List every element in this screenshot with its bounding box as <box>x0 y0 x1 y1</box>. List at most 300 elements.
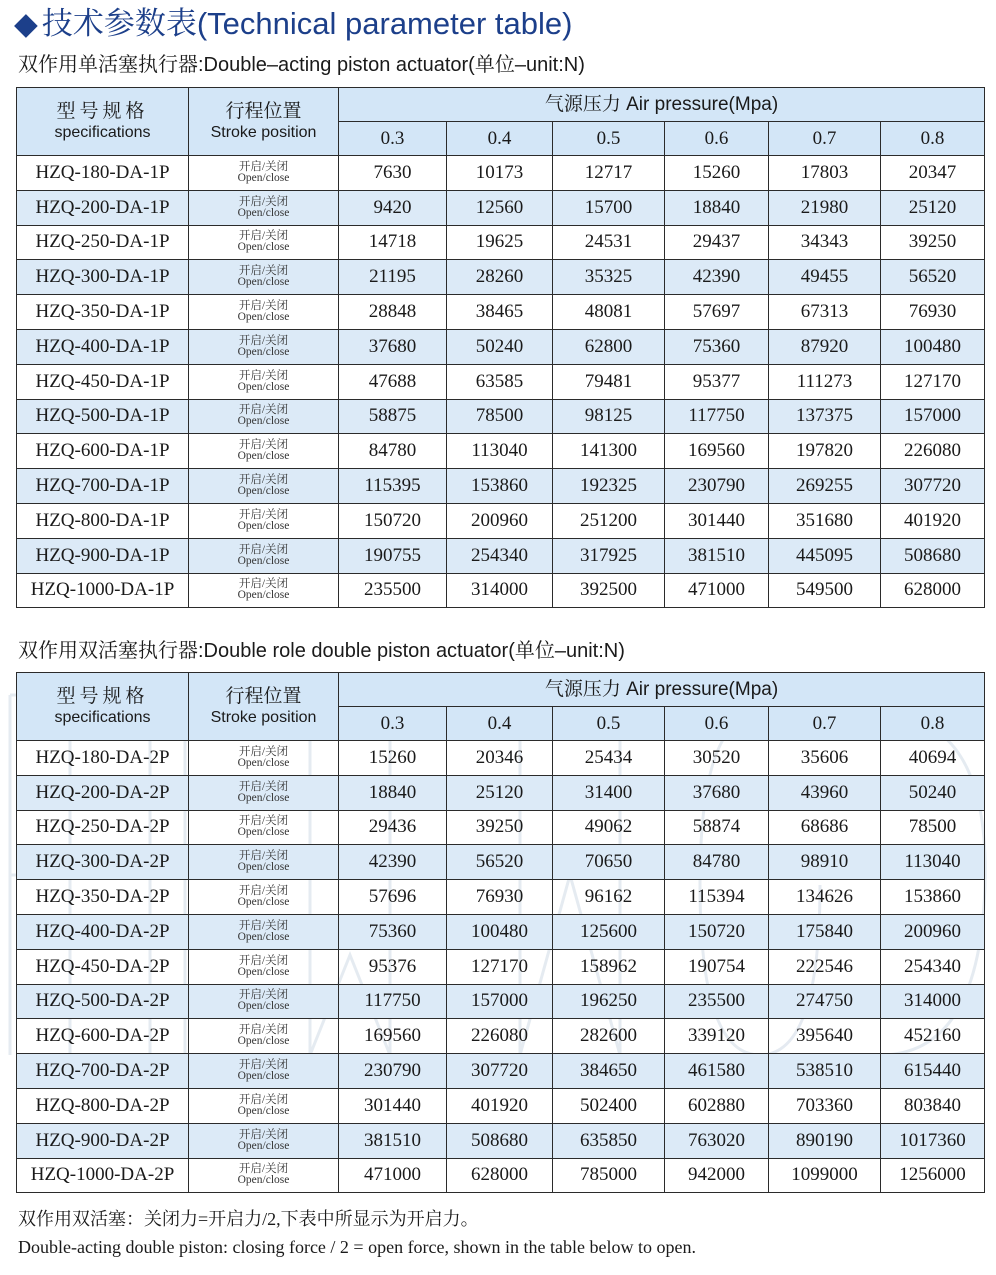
stroke-cn: 开启/关闭 <box>238 195 289 208</box>
model-cell: HZQ-180-DA-1P <box>17 156 189 191</box>
stroke-cn: 开启/关闭 <box>238 954 289 967</box>
force-value-cell: 39250 <box>447 810 553 845</box>
stroke-cell <box>189 538 339 573</box>
force-value-cell: 384650 <box>553 1054 665 1089</box>
force-value-cell: 100480 <box>881 329 985 364</box>
force-value-cell: 35606 <box>769 741 881 776</box>
force-value-cell: 18840 <box>665 190 769 225</box>
model-header <box>17 673 189 741</box>
stroke-cn: 开启/关闭 <box>238 334 289 347</box>
table-row <box>17 810 985 845</box>
model-cell: HZQ-180-DA-2P <box>17 741 189 776</box>
force-value-cell: 235500 <box>339 573 447 608</box>
stroke-cell <box>189 295 339 330</box>
table-row <box>17 329 985 364</box>
page-title <box>14 4 572 44</box>
stroke-cn: 开启/关闭 <box>238 160 289 173</box>
table-row <box>17 190 985 225</box>
force-value-cell: 127170 <box>881 364 985 399</box>
stroke-en: Open/close <box>237 1139 290 1152</box>
stroke-cn: 开启/关闭 <box>238 1059 289 1072</box>
stroke-en: Open/close <box>237 519 290 532</box>
force-value-cell: 1017360 <box>881 1123 985 1158</box>
force-value-cell: 43960 <box>769 775 881 810</box>
table-row <box>17 434 985 469</box>
force-value-cell: 50240 <box>447 329 553 364</box>
force-value-cell: 628000 <box>881 573 985 608</box>
stroke-cn: 开启/关闭 <box>238 508 289 521</box>
model-cell: HZQ-800-DA-1P <box>17 503 189 538</box>
force-value-cell: 113040 <box>881 845 985 880</box>
force-value-cell: 395640 <box>769 1019 881 1054</box>
force-value-cell: 115394 <box>665 880 769 915</box>
stroke-cn: 开启/关闭 <box>238 1024 289 1037</box>
table-row <box>17 1158 985 1193</box>
force-value-cell: 274750 <box>769 984 881 1019</box>
force-value-cell: 153860 <box>447 469 553 504</box>
force-value-cell: 18840 <box>339 775 447 810</box>
force-value-cell: 37680 <box>665 775 769 810</box>
force-value-cell: 30520 <box>665 741 769 776</box>
table-row <box>17 469 985 504</box>
stroke-header-en: Stroke position <box>210 123 317 141</box>
force-value-cell: 56520 <box>881 260 985 295</box>
force-value-cell: 20346 <box>447 741 553 776</box>
force-value-cell: 200960 <box>881 914 985 949</box>
stroke-cn: 开启/关闭 <box>238 265 289 278</box>
stroke-cell <box>189 810 339 845</box>
force-value-cell: 78500 <box>447 399 553 434</box>
model-cell: HZQ-500-DA-2P <box>17 984 189 1019</box>
force-value-cell: 222546 <box>769 949 881 984</box>
force-value-cell: 56520 <box>447 845 553 880</box>
diamond-bullet-icon: ◆ <box>14 6 38 41</box>
stroke-cn: 开启/关闭 <box>238 885 289 898</box>
force-value-cell: 63585 <box>447 364 553 399</box>
force-value-cell: 401920 <box>881 503 985 538</box>
stroke-cn: 开启/关闭 <box>238 780 289 793</box>
table-row <box>17 156 985 191</box>
table-row <box>17 1019 985 1054</box>
model-header-en: specifications <box>54 123 151 141</box>
stroke-en: Open/close <box>237 896 290 909</box>
stroke-en: Open/close <box>237 311 290 324</box>
stroke-cell <box>189 503 339 538</box>
force-value-cell: 197820 <box>769 434 881 469</box>
force-value-cell: 76930 <box>881 295 985 330</box>
pressure-col: 0.4 <box>447 122 553 156</box>
force-value-cell: 15260 <box>665 156 769 191</box>
force-value-cell: 175840 <box>769 914 881 949</box>
force-value-cell: 317925 <box>553 538 665 573</box>
pressure-col: 0.8 <box>881 122 985 156</box>
stroke-cell <box>189 775 339 810</box>
table-row <box>17 399 985 434</box>
stroke-en: Open/close <box>237 589 290 602</box>
stroke-cell <box>189 329 339 364</box>
force-value-cell: 117750 <box>339 984 447 1019</box>
force-value-cell: 254340 <box>447 538 553 573</box>
stroke-en: Open/close <box>237 861 290 874</box>
model-cell: HZQ-350-DA-2P <box>17 880 189 915</box>
force-value-cell: 127170 <box>447 949 553 984</box>
force-value-cell: 25120 <box>881 190 985 225</box>
stroke-cn: 开启/关闭 <box>238 230 289 243</box>
force-value-cell: 169560 <box>665 434 769 469</box>
model-cell: HZQ-600-DA-2P <box>17 1019 189 1054</box>
force-value-cell: 150720 <box>665 914 769 949</box>
force-value-cell: 157000 <box>881 399 985 434</box>
force-value-cell: 445095 <box>769 538 881 573</box>
force-value-cell: 14718 <box>339 225 447 260</box>
model-cell: HZQ-1000-DA-1P <box>17 573 189 608</box>
stroke-cell <box>189 949 339 984</box>
force-value-cell: 62800 <box>553 329 665 364</box>
stroke-en: Open/close <box>237 1174 290 1187</box>
force-value-cell: 7630 <box>339 156 447 191</box>
model-cell: HZQ-900-DA-1P <box>17 538 189 573</box>
force-value-cell: 134626 <box>769 880 881 915</box>
model-cell: HZQ-450-DA-1P <box>17 364 189 399</box>
stroke-cell <box>189 399 339 434</box>
stroke-en: Open/close <box>237 450 290 463</box>
pressure-col: 0.7 <box>769 707 881 741</box>
force-value-cell: 226080 <box>881 434 985 469</box>
force-value-cell: 28848 <box>339 295 447 330</box>
table-row <box>17 538 985 573</box>
force-value-cell: 58875 <box>339 399 447 434</box>
force-value-cell: 351680 <box>769 503 881 538</box>
stroke-cell <box>189 434 339 469</box>
pressure-col: 0.7 <box>769 122 881 156</box>
force-value-cell: 15260 <box>339 741 447 776</box>
stroke-cn: 开启/关闭 <box>238 745 289 758</box>
force-value-cell: 12717 <box>553 156 665 191</box>
force-value-cell: 96162 <box>553 880 665 915</box>
force-value-cell: 19625 <box>447 225 553 260</box>
force-value-cell: 78500 <box>881 810 985 845</box>
force-value-cell: 31400 <box>553 775 665 810</box>
force-value-cell: 461580 <box>665 1054 769 1089</box>
force-value-cell: 21195 <box>339 260 447 295</box>
force-value-cell: 628000 <box>447 1158 553 1193</box>
stroke-en: Open/close <box>237 241 290 254</box>
stroke-cn: 开启/关闭 <box>238 543 289 556</box>
force-value-cell: 25434 <box>553 741 665 776</box>
force-value-cell: 34343 <box>769 225 881 260</box>
stroke-en: Open/close <box>237 345 290 358</box>
table-row <box>17 295 985 330</box>
model-cell: HZQ-900-DA-2P <box>17 1123 189 1158</box>
force-value-cell: 38465 <box>447 295 553 330</box>
stroke-en: Open/close <box>237 965 290 978</box>
table-row <box>17 573 985 608</box>
stroke-cn: 开启/关闭 <box>238 439 289 452</box>
force-value-cell: 125600 <box>553 914 665 949</box>
table-row <box>17 225 985 260</box>
force-value-cell: 381510 <box>665 538 769 573</box>
force-value-cell: 87920 <box>769 329 881 364</box>
stroke-en: Open/close <box>237 826 290 839</box>
force-value-cell: 57697 <box>665 295 769 330</box>
stroke-cell <box>189 156 339 191</box>
model-cell: HZQ-700-DA-2P <box>17 1054 189 1089</box>
force-value-cell: 70650 <box>553 845 665 880</box>
force-value-cell: 269255 <box>769 469 881 504</box>
force-value-cell: 314000 <box>447 573 553 608</box>
force-value-cell: 9420 <box>339 190 447 225</box>
model-cell: HZQ-200-DA-2P <box>17 775 189 810</box>
stroke-en: Open/close <box>237 1035 290 1048</box>
force-value-cell: 1256000 <box>881 1158 985 1193</box>
stroke-cell <box>189 880 339 915</box>
force-value-cell: 471000 <box>339 1158 447 1193</box>
force-value-cell: 15700 <box>553 190 665 225</box>
force-value-cell: 401920 <box>447 1088 553 1123</box>
stroke-cell <box>189 984 339 1019</box>
force-value-cell: 17803 <box>769 156 881 191</box>
double-piston-table <box>16 672 985 1193</box>
force-value-cell: 113040 <box>447 434 553 469</box>
force-value-cell: 381510 <box>339 1123 447 1158</box>
pressure-col: 0.5 <box>553 122 665 156</box>
table-row <box>17 914 985 949</box>
stroke-cell <box>189 741 339 776</box>
force-value-cell: 115395 <box>339 469 447 504</box>
force-value-cell: 301440 <box>665 503 769 538</box>
force-value-cell: 58874 <box>665 810 769 845</box>
table-row <box>17 845 985 880</box>
force-value-cell: 190754 <box>665 949 769 984</box>
force-value-cell: 150720 <box>339 503 447 538</box>
force-value-cell: 20347 <box>881 156 985 191</box>
pressure-col: 0.4 <box>447 707 553 741</box>
model-header-en: specifications <box>54 708 151 726</box>
model-cell: HZQ-400-DA-1P <box>17 329 189 364</box>
model-cell: HZQ-700-DA-1P <box>17 469 189 504</box>
force-value-cell: 942000 <box>665 1158 769 1193</box>
stroke-header <box>189 673 339 741</box>
force-value-cell: 785000 <box>553 1158 665 1193</box>
force-value-cell: 200960 <box>447 503 553 538</box>
force-value-cell: 68686 <box>769 810 881 845</box>
table2-caption: 双作用双活塞执行器:Double role double piston actuator(单位–unit:N) <box>18 640 625 662</box>
force-value-cell: 48081 <box>553 295 665 330</box>
force-value-cell: 1099000 <box>769 1158 881 1193</box>
stroke-en: Open/close <box>237 415 290 428</box>
stroke-header-en: Stroke position <box>210 708 317 726</box>
stroke-header-cn: 行程位置 <box>225 100 302 122</box>
pressure-col: 0.5 <box>553 707 665 741</box>
force-value-cell: 24531 <box>553 225 665 260</box>
force-value-cell: 282600 <box>553 1019 665 1054</box>
pressure-col: 0.6 <box>665 122 769 156</box>
stroke-cn: 开启/关闭 <box>238 1163 289 1176</box>
force-value-cell: 301440 <box>339 1088 447 1123</box>
model-cell: HZQ-300-DA-1P <box>17 260 189 295</box>
force-value-cell: 50240 <box>881 775 985 810</box>
table-row <box>17 1054 985 1089</box>
stroke-en: Open/close <box>237 1000 290 1013</box>
force-value-cell: 392500 <box>553 573 665 608</box>
force-value-cell: 190755 <box>339 538 447 573</box>
stroke-cell <box>189 260 339 295</box>
stroke-header-cn: 行程位置 <box>225 685 302 707</box>
force-value-cell: 157000 <box>447 984 553 1019</box>
force-value-cell: 29436 <box>339 810 447 845</box>
force-value-cell: 100480 <box>447 914 553 949</box>
stroke-header <box>189 88 339 156</box>
force-value-cell: 158962 <box>553 949 665 984</box>
force-value-cell: 803840 <box>881 1088 985 1123</box>
stroke-en: Open/close <box>237 485 290 498</box>
force-value-cell: 230790 <box>665 469 769 504</box>
force-value-cell: 307720 <box>881 469 985 504</box>
table-row <box>17 741 985 776</box>
force-value-cell: 49062 <box>553 810 665 845</box>
stroke-cell <box>189 1019 339 1054</box>
force-value-cell: 508680 <box>881 538 985 573</box>
stroke-en: Open/close <box>237 554 290 567</box>
stroke-en: Open/close <box>237 1104 290 1117</box>
force-value-cell: 67313 <box>769 295 881 330</box>
force-value-cell: 98125 <box>553 399 665 434</box>
force-value-cell: 49455 <box>769 260 881 295</box>
force-value-cell: 452160 <box>881 1019 985 1054</box>
table-row <box>17 775 985 810</box>
model-cell: HZQ-300-DA-2P <box>17 845 189 880</box>
stroke-cn: 开启/关闭 <box>238 850 289 863</box>
force-value-cell: 35325 <box>553 260 665 295</box>
page-title-text: 技术参数表(Technical parameter table) <box>41 6 573 41</box>
force-value-cell: 169560 <box>339 1019 447 1054</box>
force-value-cell: 40694 <box>881 741 985 776</box>
model-cell: HZQ-500-DA-1P <box>17 399 189 434</box>
force-value-cell: 635850 <box>553 1123 665 1158</box>
model-cell: HZQ-400-DA-2P <box>17 914 189 949</box>
force-value-cell: 10173 <box>447 156 553 191</box>
force-value-cell: 192325 <box>553 469 665 504</box>
model-cell: HZQ-200-DA-1P <box>17 190 189 225</box>
model-header-cn: 型号规格 <box>56 685 149 707</box>
force-value-cell: 226080 <box>447 1019 553 1054</box>
stroke-cn: 开启/关闭 <box>238 404 289 417</box>
model-cell: HZQ-250-DA-1P <box>17 225 189 260</box>
stroke-cell <box>189 573 339 608</box>
force-value-cell: 95376 <box>339 949 447 984</box>
table-row <box>17 1088 985 1123</box>
pressure-col: 0.3 <box>339 707 447 741</box>
stroke-en: Open/close <box>237 206 290 219</box>
stroke-en: Open/close <box>237 276 290 289</box>
model-cell: HZQ-250-DA-2P <box>17 810 189 845</box>
model-cell: HZQ-1000-DA-2P <box>17 1158 189 1193</box>
pressure-col: 0.6 <box>665 707 769 741</box>
stroke-cell <box>189 225 339 260</box>
force-value-cell: 703360 <box>769 1088 881 1123</box>
single-piston-table <box>16 87 985 608</box>
force-value-cell: 79481 <box>553 364 665 399</box>
force-value-cell: 21980 <box>769 190 881 225</box>
force-value-cell: 549500 <box>769 573 881 608</box>
force-value-cell: 254340 <box>881 949 985 984</box>
force-value-cell: 28260 <box>447 260 553 295</box>
stroke-en: Open/close <box>237 171 290 184</box>
force-value-cell: 153860 <box>881 880 985 915</box>
force-value-cell: 42390 <box>665 260 769 295</box>
table1-caption: 双作用单活塞执行器:Double–acting piston actuator(单位–unit:N) <box>18 54 585 76</box>
stroke-cell <box>189 914 339 949</box>
pressure-header: 气源压力 Air pressure(Mpa) <box>339 88 985 122</box>
force-value-cell: 307720 <box>447 1054 553 1089</box>
stroke-cell <box>189 1158 339 1193</box>
stroke-cn: 开启/关闭 <box>238 578 289 591</box>
force-value-cell: 98910 <box>769 845 881 880</box>
force-value-cell: 339120 <box>665 1019 769 1054</box>
stroke-en: Open/close <box>237 380 290 393</box>
stroke-en: Open/close <box>237 1070 290 1083</box>
model-cell: HZQ-600-DA-1P <box>17 434 189 469</box>
force-value-cell: 251200 <box>553 503 665 538</box>
stroke-cell <box>189 190 339 225</box>
table-row <box>17 503 985 538</box>
pressure-header: 气源压力 Air pressure(Mpa) <box>339 673 985 707</box>
stroke-cell <box>189 469 339 504</box>
stroke-cell <box>189 1123 339 1158</box>
table-row <box>17 984 985 1019</box>
force-value-cell: 230790 <box>339 1054 447 1089</box>
model-header <box>17 88 189 156</box>
force-value-cell: 42390 <box>339 845 447 880</box>
table-row <box>17 260 985 295</box>
force-value-cell: 111273 <box>769 364 881 399</box>
stroke-cn: 开启/关闭 <box>238 989 289 1002</box>
force-value-cell: 75360 <box>665 329 769 364</box>
force-value-cell: 137375 <box>769 399 881 434</box>
table-row <box>17 949 985 984</box>
table-row <box>17 880 985 915</box>
force-value-cell: 84780 <box>665 845 769 880</box>
force-value-cell: 12560 <box>447 190 553 225</box>
stroke-cn: 开启/关闭 <box>238 1128 289 1141</box>
stroke-cn: 开启/关闭 <box>238 815 289 828</box>
model-cell: HZQ-350-DA-1P <box>17 295 189 330</box>
force-value-cell: 47688 <box>339 364 447 399</box>
footer-note-cn: 双作用双活塞：关闭力=开启力/2,下表中所显示为开启力。 <box>18 1209 479 1229</box>
force-value-cell: 75360 <box>339 914 447 949</box>
force-value-cell: 235500 <box>665 984 769 1019</box>
pressure-col: 0.3 <box>339 122 447 156</box>
force-value-cell: 602880 <box>665 1088 769 1123</box>
stroke-cn: 开启/关闭 <box>238 369 289 382</box>
model-cell: HZQ-800-DA-2P <box>17 1088 189 1123</box>
force-value-cell: 508680 <box>447 1123 553 1158</box>
force-value-cell: 538510 <box>769 1054 881 1089</box>
force-value-cell: 39250 <box>881 225 985 260</box>
stroke-cell <box>189 1088 339 1123</box>
force-value-cell: 95377 <box>665 364 769 399</box>
stroke-cn: 开启/关闭 <box>238 919 289 932</box>
stroke-en: Open/close <box>237 930 290 943</box>
force-value-cell: 763020 <box>665 1123 769 1158</box>
stroke-cn: 开启/关闭 <box>238 1093 289 1106</box>
pressure-col: 0.8 <box>881 707 985 741</box>
force-value-cell: 615440 <box>881 1054 985 1089</box>
stroke-cell <box>189 1054 339 1089</box>
model-header-cn: 型号规格 <box>56 100 149 122</box>
force-value-cell: 37680 <box>339 329 447 364</box>
stroke-cell <box>189 845 339 880</box>
